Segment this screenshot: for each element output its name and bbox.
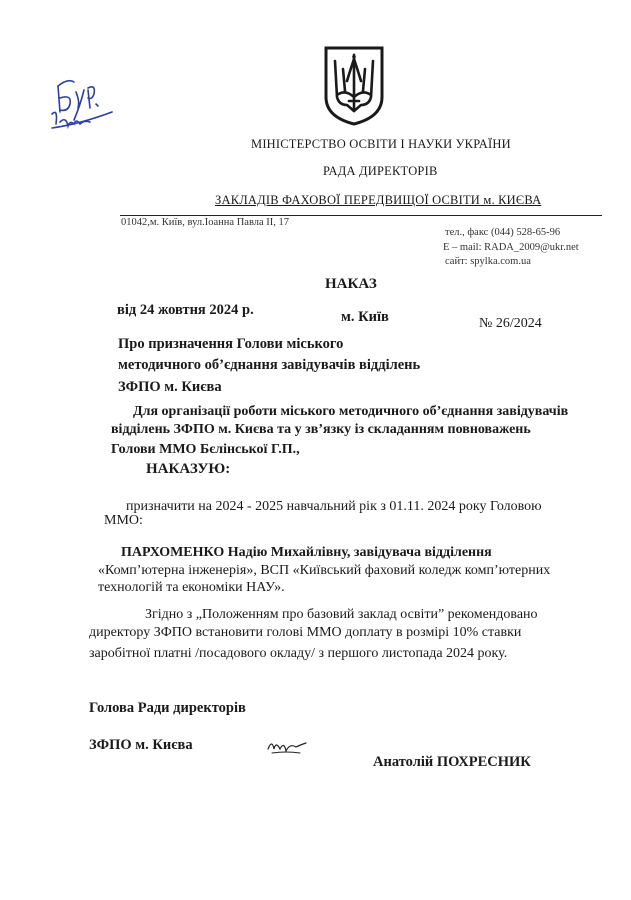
- order-number: № 26/2024: [479, 316, 542, 331]
- appointee-name: ПАРХОМЕНКО Надію Михайлівну, завідувача відділення: [121, 545, 492, 560]
- signatory-position: ЗФПО м. Києва: [89, 737, 193, 753]
- preamble-line: Для організації роботи міського методичного об’єднання завідувачів: [133, 404, 569, 419]
- order-city: м. Київ: [341, 309, 389, 325]
- institutions-name: ЗАКЛАДІВ ФАХОВОЇ ПЕРЕДВИЩОЇ ОСВІТИ м. КИЄВА: [215, 193, 542, 207]
- subject-line: ЗФПО м. Києва: [118, 379, 222, 395]
- preamble-line: Голови ММО Бєлінської Г.П.,: [111, 442, 300, 457]
- document-title: НАКАЗ: [325, 276, 377, 292]
- signatory-name: Анатолій ПОХРЕСНИК: [373, 754, 531, 770]
- recommendation-line: Згідно з „Положенням про базовий заклад освіти” рекомендовано: [145, 607, 538, 622]
- ministry-name: МІНІСТЕРСТВО ОСВІТИ І НАУКИ УКРАЇНИ: [251, 137, 511, 151]
- item-line: ММО:: [104, 513, 143, 528]
- subject-line: методичного об’єднання завідувачів відділень: [118, 357, 421, 373]
- handwritten-signature: [266, 735, 308, 757]
- recommendation-line: заробітної платні /посадового окладу/ з першого листопада 2024 року.: [89, 646, 508, 661]
- handwritten-note: [50, 68, 122, 138]
- appointee-line: «Комп’ютерна інженерія», ВСП «Київський фаховий коледж комп’ютерних: [98, 563, 551, 578]
- council-name: РАДА ДИРЕКТОРІВ: [323, 164, 438, 178]
- appointee-line: [121, 545, 492, 561]
- email: E – mail: RADA_2009@ukr.net: [443, 242, 579, 253]
- phone: тел., факс (044) 528-65-96: [445, 227, 561, 238]
- item-line: призначити на 2024 - 2025 навчальний рік з 01.11. 2024 року Головою: [126, 499, 542, 514]
- decree-heading: НАКАЗУЮ:: [146, 461, 231, 477]
- subject-line: Про призначення Голови міського: [118, 336, 344, 352]
- preamble-line: відділень ЗФПО м. Києва та у зв’язку із складанням повноважень: [111, 422, 531, 437]
- signatory-position: Голова Ради директорів: [89, 700, 246, 716]
- order-date: від 24 жовтня 2024 р.: [117, 302, 254, 318]
- address: 01042,м. Київ, вул.Іоанна Павла ІІ, 17: [121, 217, 290, 228]
- website: сайт: spylka.com.ua: [445, 256, 531, 267]
- coat-of-arms-icon: [323, 45, 385, 127]
- header-divider: [120, 215, 602, 216]
- appointee-line: технологій та економіки НАУ».: [98, 580, 285, 595]
- recommendation-line: директору ЗФПО встановити голові ММО доплату в розмірі 10% ставки: [89, 625, 522, 640]
